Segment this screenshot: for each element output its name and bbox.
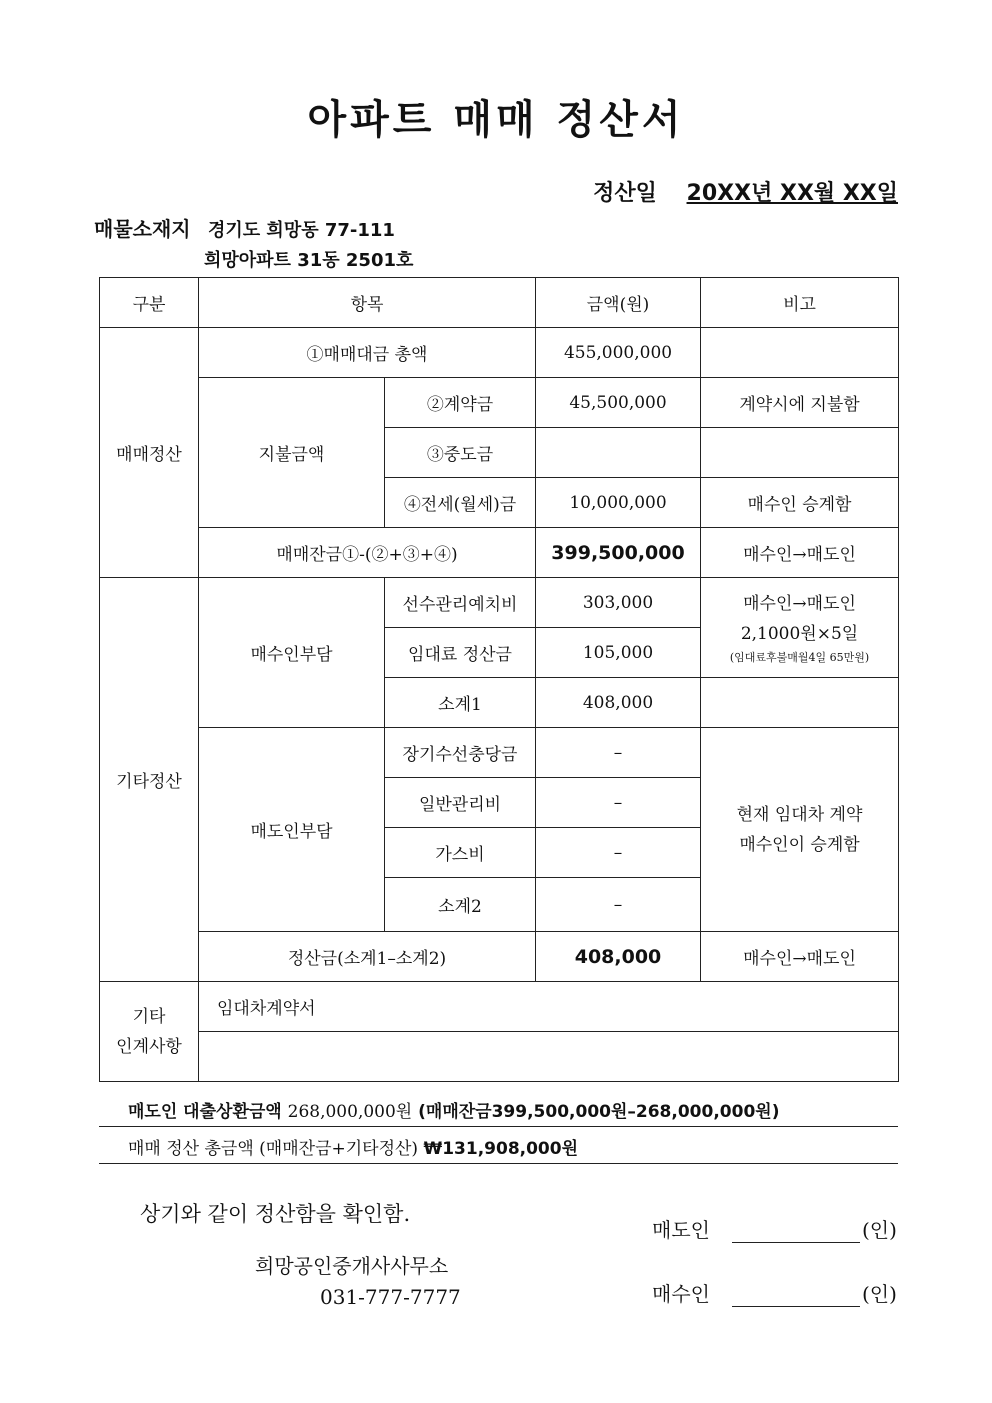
balance-label: 매매잔금①-(②+③+④): [199, 528, 536, 578]
total-price-note: [701, 328, 899, 378]
loan-repayment: [128, 1097, 779, 1122]
buyer-signature: [652, 1278, 897, 1307]
office-phone: 031-777-7777: [320, 1285, 461, 1309]
property-address-line2: 희망아파트 31동 2501호: [204, 250, 414, 271]
loan-repayment-label: 매도인 대출상환금액: [128, 1102, 282, 1122]
rent-settle-amount: 105,000: [536, 628, 701, 678]
subtotal2-label: 소계2: [385, 878, 536, 932]
settle-amount-value: 408,000: [536, 932, 701, 982]
table-row: [100, 728, 899, 778]
seller-note-line1: 현재 임대차 계약: [736, 804, 863, 825]
loan-repayment-value: 268,000,000원: [287, 1102, 413, 1122]
handover-item-1: 임대차계약서: [199, 982, 899, 1032]
buyer-note-line3: (임대료후불매월4일 65만원): [729, 650, 870, 664]
confirmation-statement: 상기와 같이 정산함을 확인함.: [140, 1202, 411, 1226]
header-category: 구분: [100, 278, 199, 328]
table-header-row: [100, 278, 899, 328]
subtotal1-amount: 408,000: [536, 678, 701, 728]
rent-settle-label: 임대료 정산금: [385, 628, 536, 678]
divider: [99, 1126, 898, 1127]
subtotal1-label: 소계1: [385, 678, 536, 728]
buyer-note-line1: 매수인→매도인: [743, 593, 856, 614]
seller-signature-label: 매도인: [652, 1218, 710, 1242]
gas-amount: –: [536, 828, 701, 878]
middle-payment-note: [701, 428, 899, 478]
total-settlement-label: 매매 정산 총금액 (매매잔금+기타정산): [128, 1139, 419, 1159]
divider: [99, 1163, 898, 1164]
subtotal2-amount: –: [536, 878, 701, 932]
property-location-label: 매물소재지: [94, 217, 191, 241]
prepaid-mgmt-amount: 303,000: [536, 578, 701, 628]
other-category: 기타정산: [100, 578, 199, 982]
prepaid-mgmt-label: 선수관리예치비: [385, 578, 536, 628]
settlement-date-label: 정산일: [593, 181, 657, 206]
subtotal1-note: [701, 678, 899, 728]
total-settlement-value: ₩131,908,000원: [423, 1139, 579, 1159]
balance-amount: 399,500,000: [536, 528, 701, 578]
seller-burden-group: 매도인부담: [199, 728, 385, 932]
property-address-line1: 경기도 희망동 77-111: [208, 220, 395, 241]
gas-label: 가스비: [385, 828, 536, 878]
middle-payment-amount: [536, 428, 701, 478]
deposit-note: 계약시에 지불함: [701, 378, 899, 428]
seller-signature: [652, 1214, 897, 1243]
header-note: 비고: [701, 278, 899, 328]
lease-deposit-amount: 10,000,000: [536, 478, 701, 528]
seller-seal: (인): [861, 1218, 897, 1242]
total-price-amount: 455,000,000: [536, 328, 701, 378]
settlement-date: [593, 176, 898, 207]
deposit-amount: 45,500,000: [536, 378, 701, 428]
settlement-date-value: 20XX년 XX월 XX일: [686, 181, 898, 206]
repair-fund-label: 장기수선충당금: [385, 728, 536, 778]
general-mgmt-amount: –: [536, 778, 701, 828]
settlement-table: [99, 277, 899, 1082]
lease-deposit-note: 매수인 승계함: [701, 478, 899, 528]
seller-note-line2: 매수인이 승계함: [739, 834, 860, 855]
repair-fund-amount: –: [536, 728, 701, 778]
handover-category-line2: 인계사항: [116, 1036, 182, 1057]
document-title: 아파트 매매 정산서: [307, 97, 685, 143]
lease-deposit-label: ④전세(월세)금: [385, 478, 536, 528]
table-row: [100, 578, 899, 628]
middle-payment-label: ③중도금: [385, 428, 536, 478]
settle-amount-label: 정산금(소계1–소계2): [199, 932, 536, 982]
buyer-seal: (인): [861, 1282, 897, 1306]
trade-category: 매매정산: [100, 328, 199, 578]
table-row: [100, 378, 899, 428]
buyer-burden-note: [701, 578, 899, 678]
settle-amount-note: 매수인→매도인: [701, 932, 899, 982]
loan-repayment-detail: (매매잔금399,500,000원–268,000,000원): [418, 1102, 780, 1122]
table-row: [100, 932, 899, 982]
table-row: [100, 528, 899, 578]
total-price-label: ①매매대금 총액: [199, 328, 536, 378]
table-row: [100, 982, 899, 1032]
handover-category: [100, 982, 199, 1082]
general-mgmt-label: 일반관리비: [385, 778, 536, 828]
buyer-burden-group: 매수인부담: [199, 578, 385, 728]
buyer-signature-label: 매수인: [652, 1282, 710, 1306]
seller-burden-note: [701, 728, 899, 932]
header-amount: 금액(원): [536, 278, 701, 328]
table-row: [100, 1032, 899, 1082]
seller-signature-line[interactable]: [732, 1224, 860, 1243]
table-row: [100, 328, 899, 378]
buyer-signature-line[interactable]: [732, 1288, 860, 1307]
header-item: 항목: [199, 278, 536, 328]
total-settlement: [128, 1134, 578, 1159]
office-name: 희망공인중개사사무소: [255, 1254, 449, 1278]
deposit-label: ②계약금: [385, 378, 536, 428]
handover-category-line1: 기타: [132, 1006, 166, 1027]
handover-item-2: [199, 1032, 899, 1082]
paid-amount-group: 지불금액: [199, 378, 385, 528]
balance-note: 매수인→매도인: [701, 528, 899, 578]
buyer-note-line2: 2,1000원×5일: [740, 623, 859, 644]
